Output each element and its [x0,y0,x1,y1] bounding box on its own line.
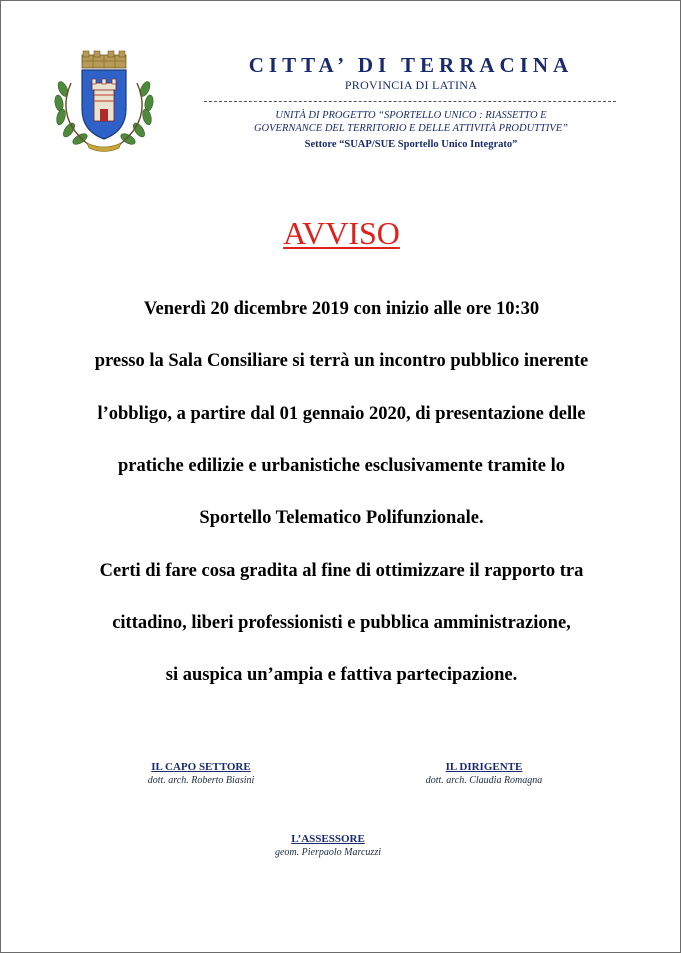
notice-heading: AVVISO [283,215,400,251]
sector-label: Settore “SUAP/SUE Sportello Unico Integrato” [304,139,518,150]
signature-role: IL DIRIGENTE [445,761,523,773]
signature-name: geom. Pierpaolo Marcuzzi [274,847,381,858]
notice-line: Sportello Telematico Polifunzionale. [199,508,484,528]
project-unit [191,109,631,135]
signature-role: IL CAPO SETTORE [151,761,251,773]
notice-line: Venerdì 20 dicembre 2019 con inizio alle ore 10:30 [143,299,540,319]
signature-name: dott. arch. Claudia Romagna [425,775,543,786]
city-coat-of-arms-icon [49,49,159,153]
signature-role: L’ASSESSORE [291,833,365,845]
signature-name: dott. arch. Roberto Biasini [147,775,255,786]
notice-line: pratiche edilizie e urbanistiche esclusivamente tramite lo [118,456,565,476]
project-unit-line1: UNITÀ DI PROGETTO “SPORTELLO UNICO : RIASSETTO E [275,110,547,121]
notice-line: Certi di fare cosa gradita al fine di ottimizzare il rapporto tra [99,561,584,581]
project-unit-line2: GOVERNANCE DEL TERRITORIO E DELLE ATTIVITÀ PRODUTTIVE” [253,123,569,134]
signature-assessore [218,832,438,860]
province-label: PROVINCIA DI LATINA [344,78,478,92]
header-divider [204,101,616,102]
notice-line: cittadino, liberi professionisti e pubblica amministrazione, [112,613,571,633]
notice-line: presso la Sala Consiliare si terrà un incontro pubblico inerente [94,351,589,371]
notice-line: si auspica un’ampia e fattiva partecipazione. [165,665,518,685]
notice-line: l’obbligo, a partire dal 01 gennaio 2020, di presentazione delle [97,404,586,424]
signature-dirigente [374,760,594,788]
signature-capo-settore [91,760,311,788]
city-title: CITTA’ DI TERRACINA [248,53,574,77]
